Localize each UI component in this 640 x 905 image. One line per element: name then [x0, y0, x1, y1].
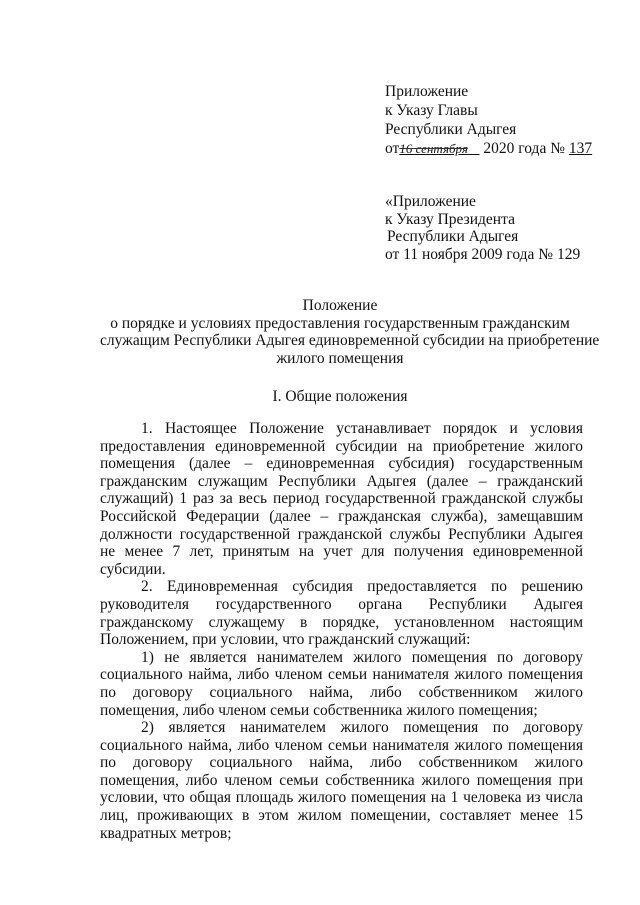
original-appendix-label: «Приложение — [385, 193, 476, 210]
document-title — [100, 297, 600, 367]
date-suffix: 2020 года № — [483, 140, 565, 157]
decree-date-line — [385, 139, 592, 158]
appendix-label: Приложение — [385, 83, 469, 100]
original-decree-date: от 11 ноября 2009 года № 129 — [385, 245, 581, 263]
document-body — [100, 420, 583, 842]
section-heading: I. Общие положения — [272, 388, 408, 405]
handwritten-date: 16 сентября — [399, 141, 468, 156]
original-decree-reference: к Указу Президента — [385, 210, 515, 228]
paragraph-2: 2. Единовременная субсидия предоставляется по решению руководителя государственного органа Республики Адыгея гражданскому служащему в порядке, установленном настоящим Положением, при условии, что гражданский служащий: — [100, 578, 583, 649]
date-prefix: от — [385, 140, 400, 157]
paragraph-2-item-1: 1) не является нанимателем жилого помещения по договору социального найма, либо членом семьи нанимателя жилого помещения по договору социального найма, либо собственником жилого помещения, либо членом семьи собственника жилого помещения; — [100, 648, 583, 719]
appendix-header — [385, 82, 592, 158]
paragraph-2-item-2: 2) является нанимателем жилого помещения по договору социального найма, либо членом семьи нанимателя жилого помещения по договору социального найма, либо собственником жилого помещения, либо членом семьи собственника жилого помещения при условии, что общая площадь жилого помещения на 1 человека из числа лиц, проживающих в этом жилом помещении, составляет менее 15 квадратных метров; — [100, 719, 583, 842]
paragraph-1: 1. Настоящее Положение устанавливает порядок и условия предоставления единовременной субсидии на приобретение жилого помещения (далее – единовременная субсидия) государственным гражданским служащим Республики Адыгея (далее – гражданский служащий) 1 раз за весь период государственной гражданской службы Российской Федерации (далее – гражданская служба), замещавшим должности государственной гражданской службы Республики Адыгея не менее 7 лет, принятым на учет для получения единовременной субсидии. — [100, 420, 583, 578]
decree-number: 137 — [568, 140, 593, 157]
original-republic-name: Республики Адыгея — [387, 228, 519, 245]
decree-reference: к Указу Главы — [385, 102, 478, 119]
original-appendix-header — [385, 193, 580, 263]
title-line-3: служащим Республики Адыгея единовременной субсидии на приобретение — [100, 332, 600, 349]
title-line-1: Положение — [302, 297, 378, 314]
republic-name: Республики Адыгея — [385, 121, 517, 138]
title-line-2: о порядке и условиях предоставления государственным гражданским — [110, 314, 570, 332]
title-line-4: жилого помещения — [276, 349, 404, 367]
